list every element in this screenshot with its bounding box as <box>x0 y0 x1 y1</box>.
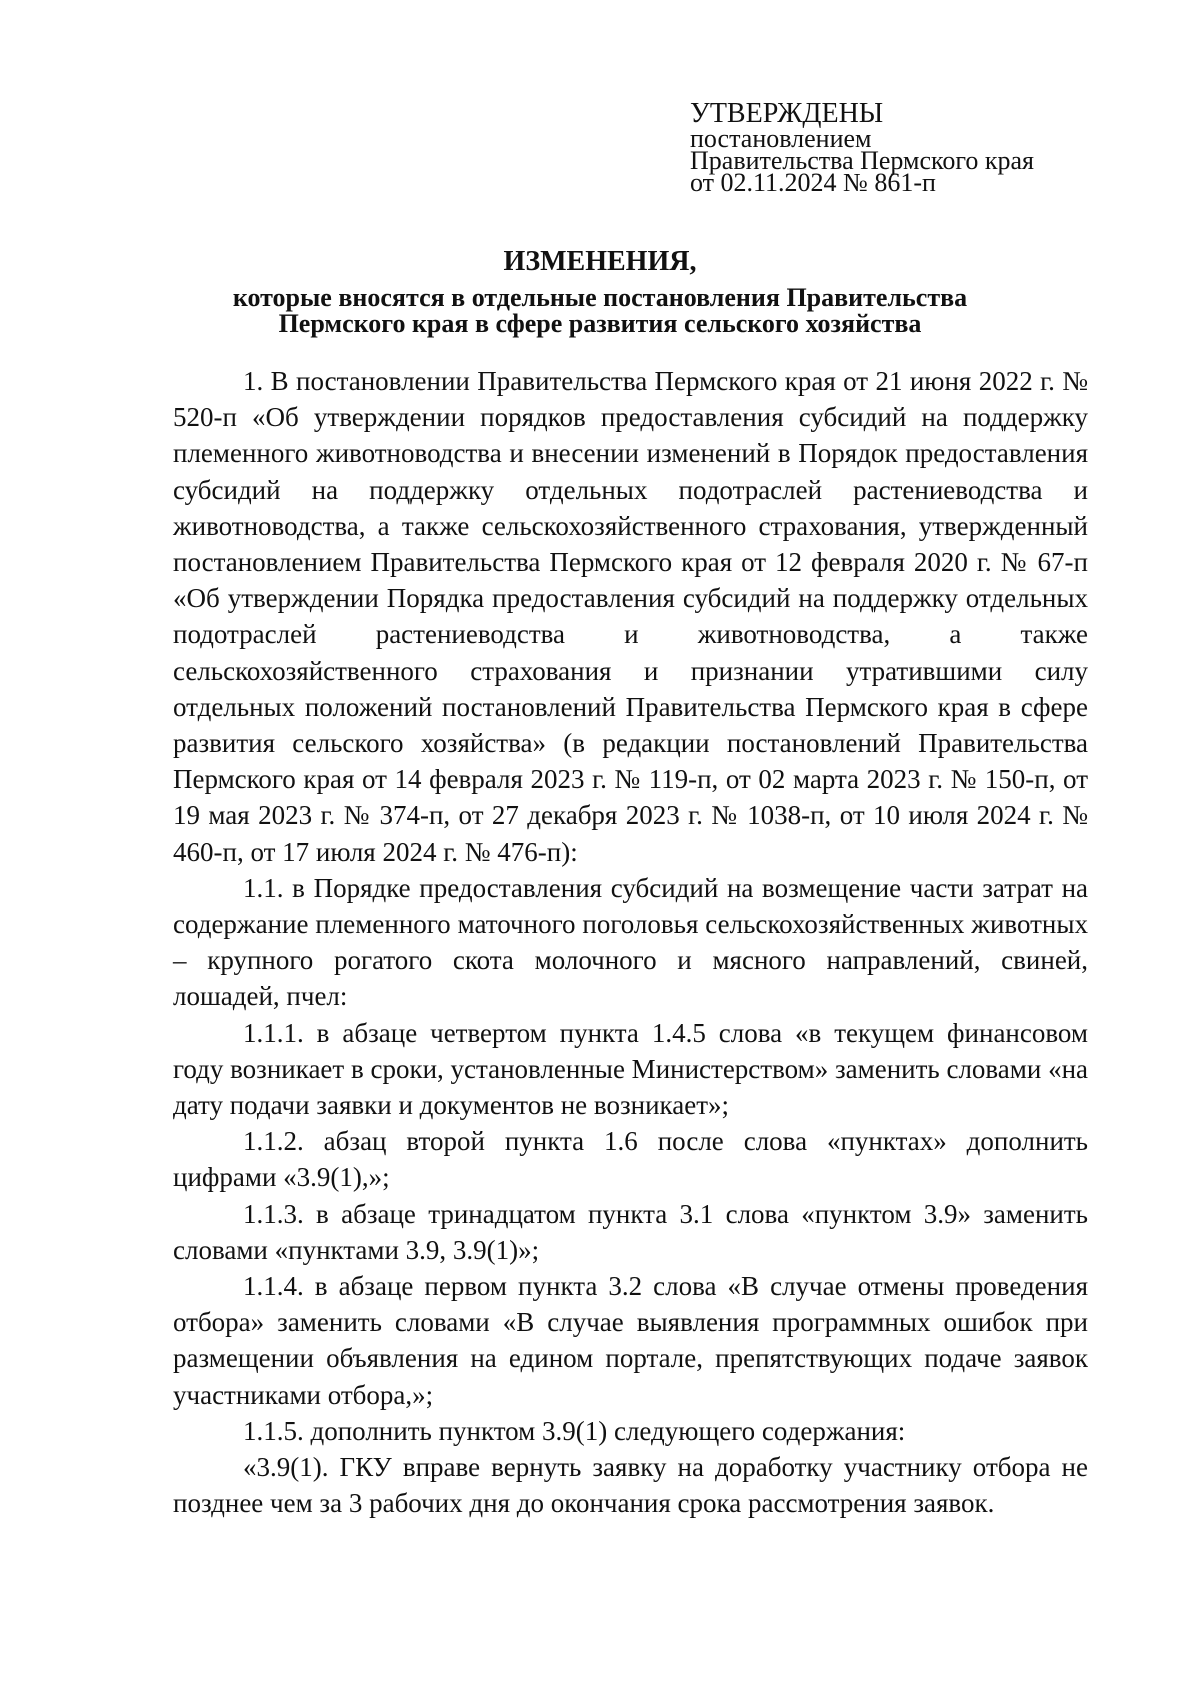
paragraph-1-1-4: 1.1.4. в абзаце первом пункта 3.2 слова «В случае отмены проведения отбора» заменить словами «В случае выявления программных ошибок при размещении объявления на едином портале, препятствующих подаче заявок участниками отбора,»; <box>173 1271 1088 1410</box>
paragraph-1-1: 1.1. в Порядке предоставления субсидий на возмещение части затрат на содержание племенного маточного поголовья сельскохозяйственных животных – крупного рогатого скота молочного и мясного направлений, свиней, лошадей, пчел: <box>173 872 1088 1012</box>
approval-block <box>690 98 1140 197</box>
paragraph-1-1-5: 1.1.5. дополнить пунктом 3.9(1) следующего содержания: <box>243 1415 906 1446</box>
approval-line-date-number: от 02.11.2024 № 861-п <box>690 168 936 197</box>
subtitle-line-1: которые вносятся в отдельные постановления Правительства <box>232 283 968 312</box>
paragraph-1-1-3: 1.1.3. в абзаце тринадцатом пункта 3.1 слова «пунктом 3.9» заменить словами «пунктами 3.9, 3.9(1)»; <box>173 1198 1088 1265</box>
paragraph-3-9-1: «3.9(1). ГКУ вправе вернуть заявку на доработку участнику отбора не позднее чем за 3 рабочих дня до окончания срока рассмотрения заявок. <box>173 1452 1088 1519</box>
paragraph-1-1-1: 1.1.1. в абзаце четвертом пункта 1.4.5 слова «в текущем финансовом году возникает в сроки, установленные Министерством» заменить словами «на дату подачи заявки и документов не возникает»; <box>173 1017 1089 1121</box>
approval-line-government: Правительства Пермского края <box>690 146 1034 175</box>
document-body <box>173 363 1088 1522</box>
subtitle-line-2: Пермского края в сфере развития сельского хозяйства <box>278 309 922 338</box>
approval-heading: УТВЕРЖДЕНЫ <box>690 98 884 129</box>
paragraph-1: 1. В постановлении Правительства Пермского края от 21 июня 2022 г. № 520-п «Об утверждении порядков предоставления субсидий на поддержку племенного животноводства и внесении изменений в Порядок предоставления субсидий на поддержку отдельных подотраслей растениеводства и животноводства, а также сельскохозяйственного страхования, утвержденный постановлением Правительства Пермского края от 12 февраля 2020 г. № 67-п «Об утверждении Порядка предоставления субсидий на поддержку отдельных подотраслей растениеводства и животноводства, а также сельскохозяйственного страхования и признании утратившими силу отдельных положений постановлений Правительства Пермского края в сфере развития сельского хозяйства» (в редакции постановлений Правительства Пермского края от 14 февраля 2023 г. № 119-п, от 02 марта 2023 г. № 150-п, от 19 мая 2023 г. № 374-п, от 27 декабря 2023 г. № 1038-п, от 10 июля 2024 г. № 460-п, от 17 июля 2024 г. № 476-п): <box>173 366 1088 867</box>
paragraph-1-1-2: 1.1.2. абзац второй пункта 1.6 после слова «пунктах» дополнить цифрами «3.9(1),»; <box>173 1126 1088 1193</box>
approval-line-resolution: постановлением <box>690 124 872 153</box>
document-title: ИЗМЕНЕНИЯ, <box>503 246 697 277</box>
document-subtitle <box>170 285 1030 337</box>
